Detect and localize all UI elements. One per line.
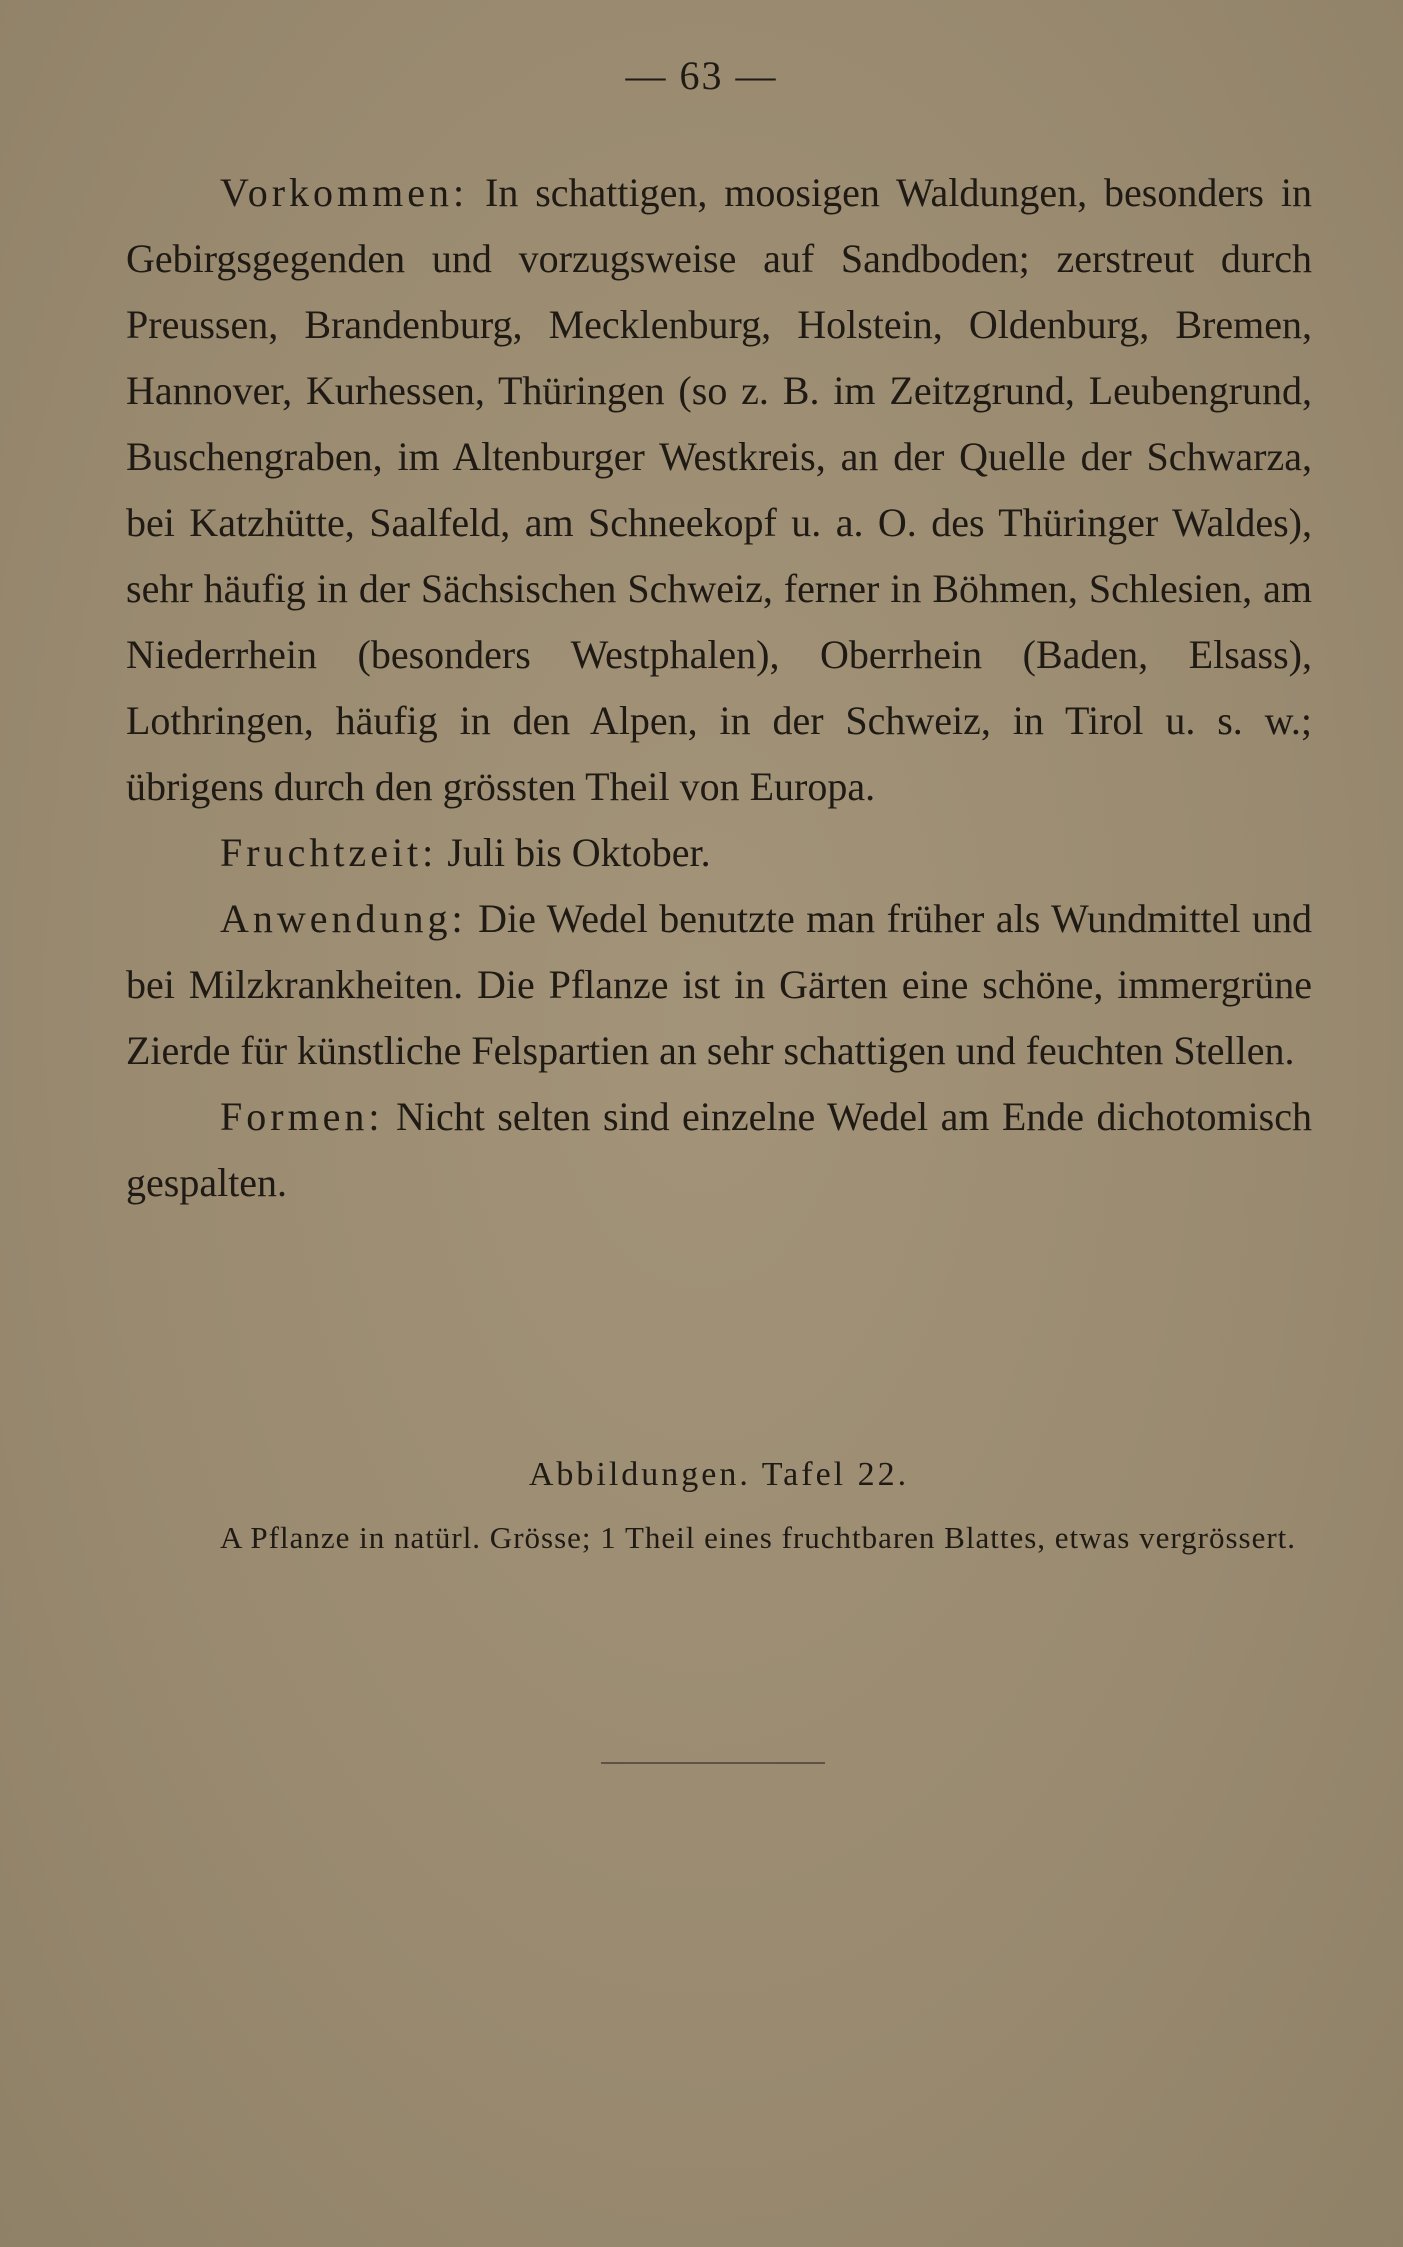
page-number: — 63 — bbox=[625, 53, 778, 98]
paragraph-lead: Formen: bbox=[220, 1094, 384, 1139]
figures-description: A Pflanze in natürl. Grösse; 1 Theil eines fruchtbaren Blattes, etwas vergrössert. bbox=[220, 1520, 1297, 1555]
paragraph-text: Juli bis Oktober. bbox=[437, 830, 711, 875]
paragraph-fruchtzeit bbox=[126, 820, 1312, 886]
figures-heading: Abbildungen. Tafel 22. bbox=[528, 1456, 910, 1493]
paragraph-lead: Vorkommen: bbox=[220, 170, 469, 215]
paragraph-vorkommen bbox=[126, 160, 1312, 820]
paragraph-anwendung bbox=[126, 886, 1312, 1084]
section-divider bbox=[601, 1762, 825, 1764]
paragraph-text: Die Wedel benutzte man früher als Wundmittel und bei Milzkrankheiten. Die Pflanze ist in Gärten eine schöne, immergrüne Zierde für künstliche Felspartien an sehr schattigen und feuchten Stellen. bbox=[126, 896, 1312, 1073]
main-text bbox=[126, 160, 1312, 1216]
paragraph-lead: Fruchtzeit: bbox=[220, 830, 438, 875]
paragraph-lead: Anwendung: bbox=[220, 896, 467, 941]
paragraph-formen bbox=[126, 1084, 1312, 1216]
paragraph-text: In schattigen, moosigen Waldungen, besonders in Gebirgsgegenden und vorzugsweise auf Sandboden; zerstreut durch Preussen, Brandenburg, Mecklenburg, Holstein, Oldenburg, Bremen, Hannover, Kurhessen, Thüringen (so z. B. im Zeitzgrund, Leubengrund, Buschengraben, im Altenburger Westkreis, an der Quelle der Schwarza, bei Katzhütte, Saalfeld, am Schneekopf u. a. O. des Thüringer Waldes), sehr häufig in der Sächsischen Schweiz, ferner in Böhmen, Schlesien, am Niederrhein (besonders Westphalen), Oberrhein (Baden, Elsass), Lothringen, häufig in den Alpen, in der Schweiz, in Tirol u. s. w.; übrigens durch den grössten Theil von Europa. bbox=[126, 170, 1312, 809]
figure-captions bbox=[126, 1450, 1312, 1561]
paragraph-text: Nicht selten sind einzelne Wedel am Ende dichotomisch gespalten. bbox=[126, 1094, 1312, 1205]
